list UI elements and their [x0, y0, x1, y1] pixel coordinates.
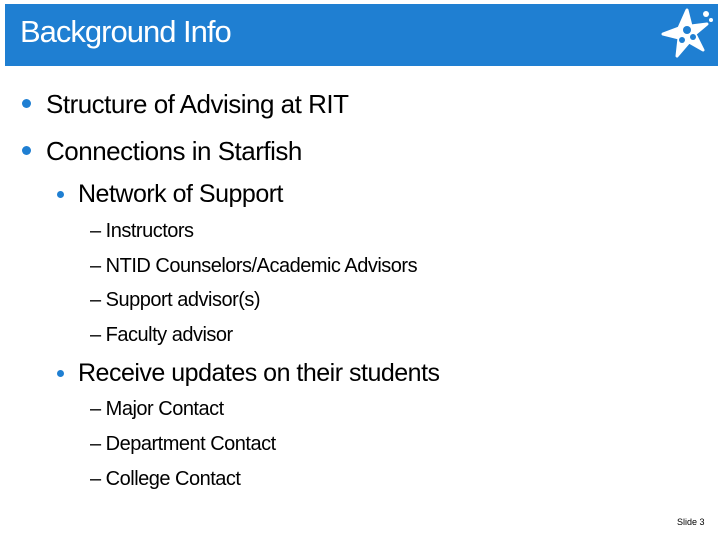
network-item-faculty-advisor: – Faculty advisor	[90, 324, 233, 346]
bullet-icon	[22, 146, 31, 155]
bullet-icon	[57, 191, 64, 198]
bullet-icon	[22, 99, 31, 108]
network-of-support-heading: Network of Support	[78, 180, 283, 208]
updates-item-college-contact: – College Contact	[90, 468, 241, 490]
network-item-instructors: – Instructors	[90, 220, 194, 242]
starfish-logo-icon	[653, 4, 715, 66]
title-bar	[5, 4, 718, 66]
network-item-support-advisor: – Support advisor(s)	[90, 289, 261, 311]
bullet-icon	[57, 370, 64, 377]
network-item-ntid-counselors: – NTID Counselors/Academic Advisors	[90, 255, 418, 277]
bullet-connections-in-starfish: Connections in Starfish	[46, 136, 302, 166]
bullet-structure-of-advising: Structure of Advising at RIT	[46, 89, 349, 119]
updates-item-major-contact: – Major Contact	[90, 398, 224, 420]
receive-updates-heading: Receive updates on their students	[78, 359, 440, 387]
slide-number: Slide 3	[677, 517, 705, 527]
slide-title: Background Info	[20, 14, 231, 49]
updates-item-department-contact: – Department Contact	[90, 433, 276, 455]
